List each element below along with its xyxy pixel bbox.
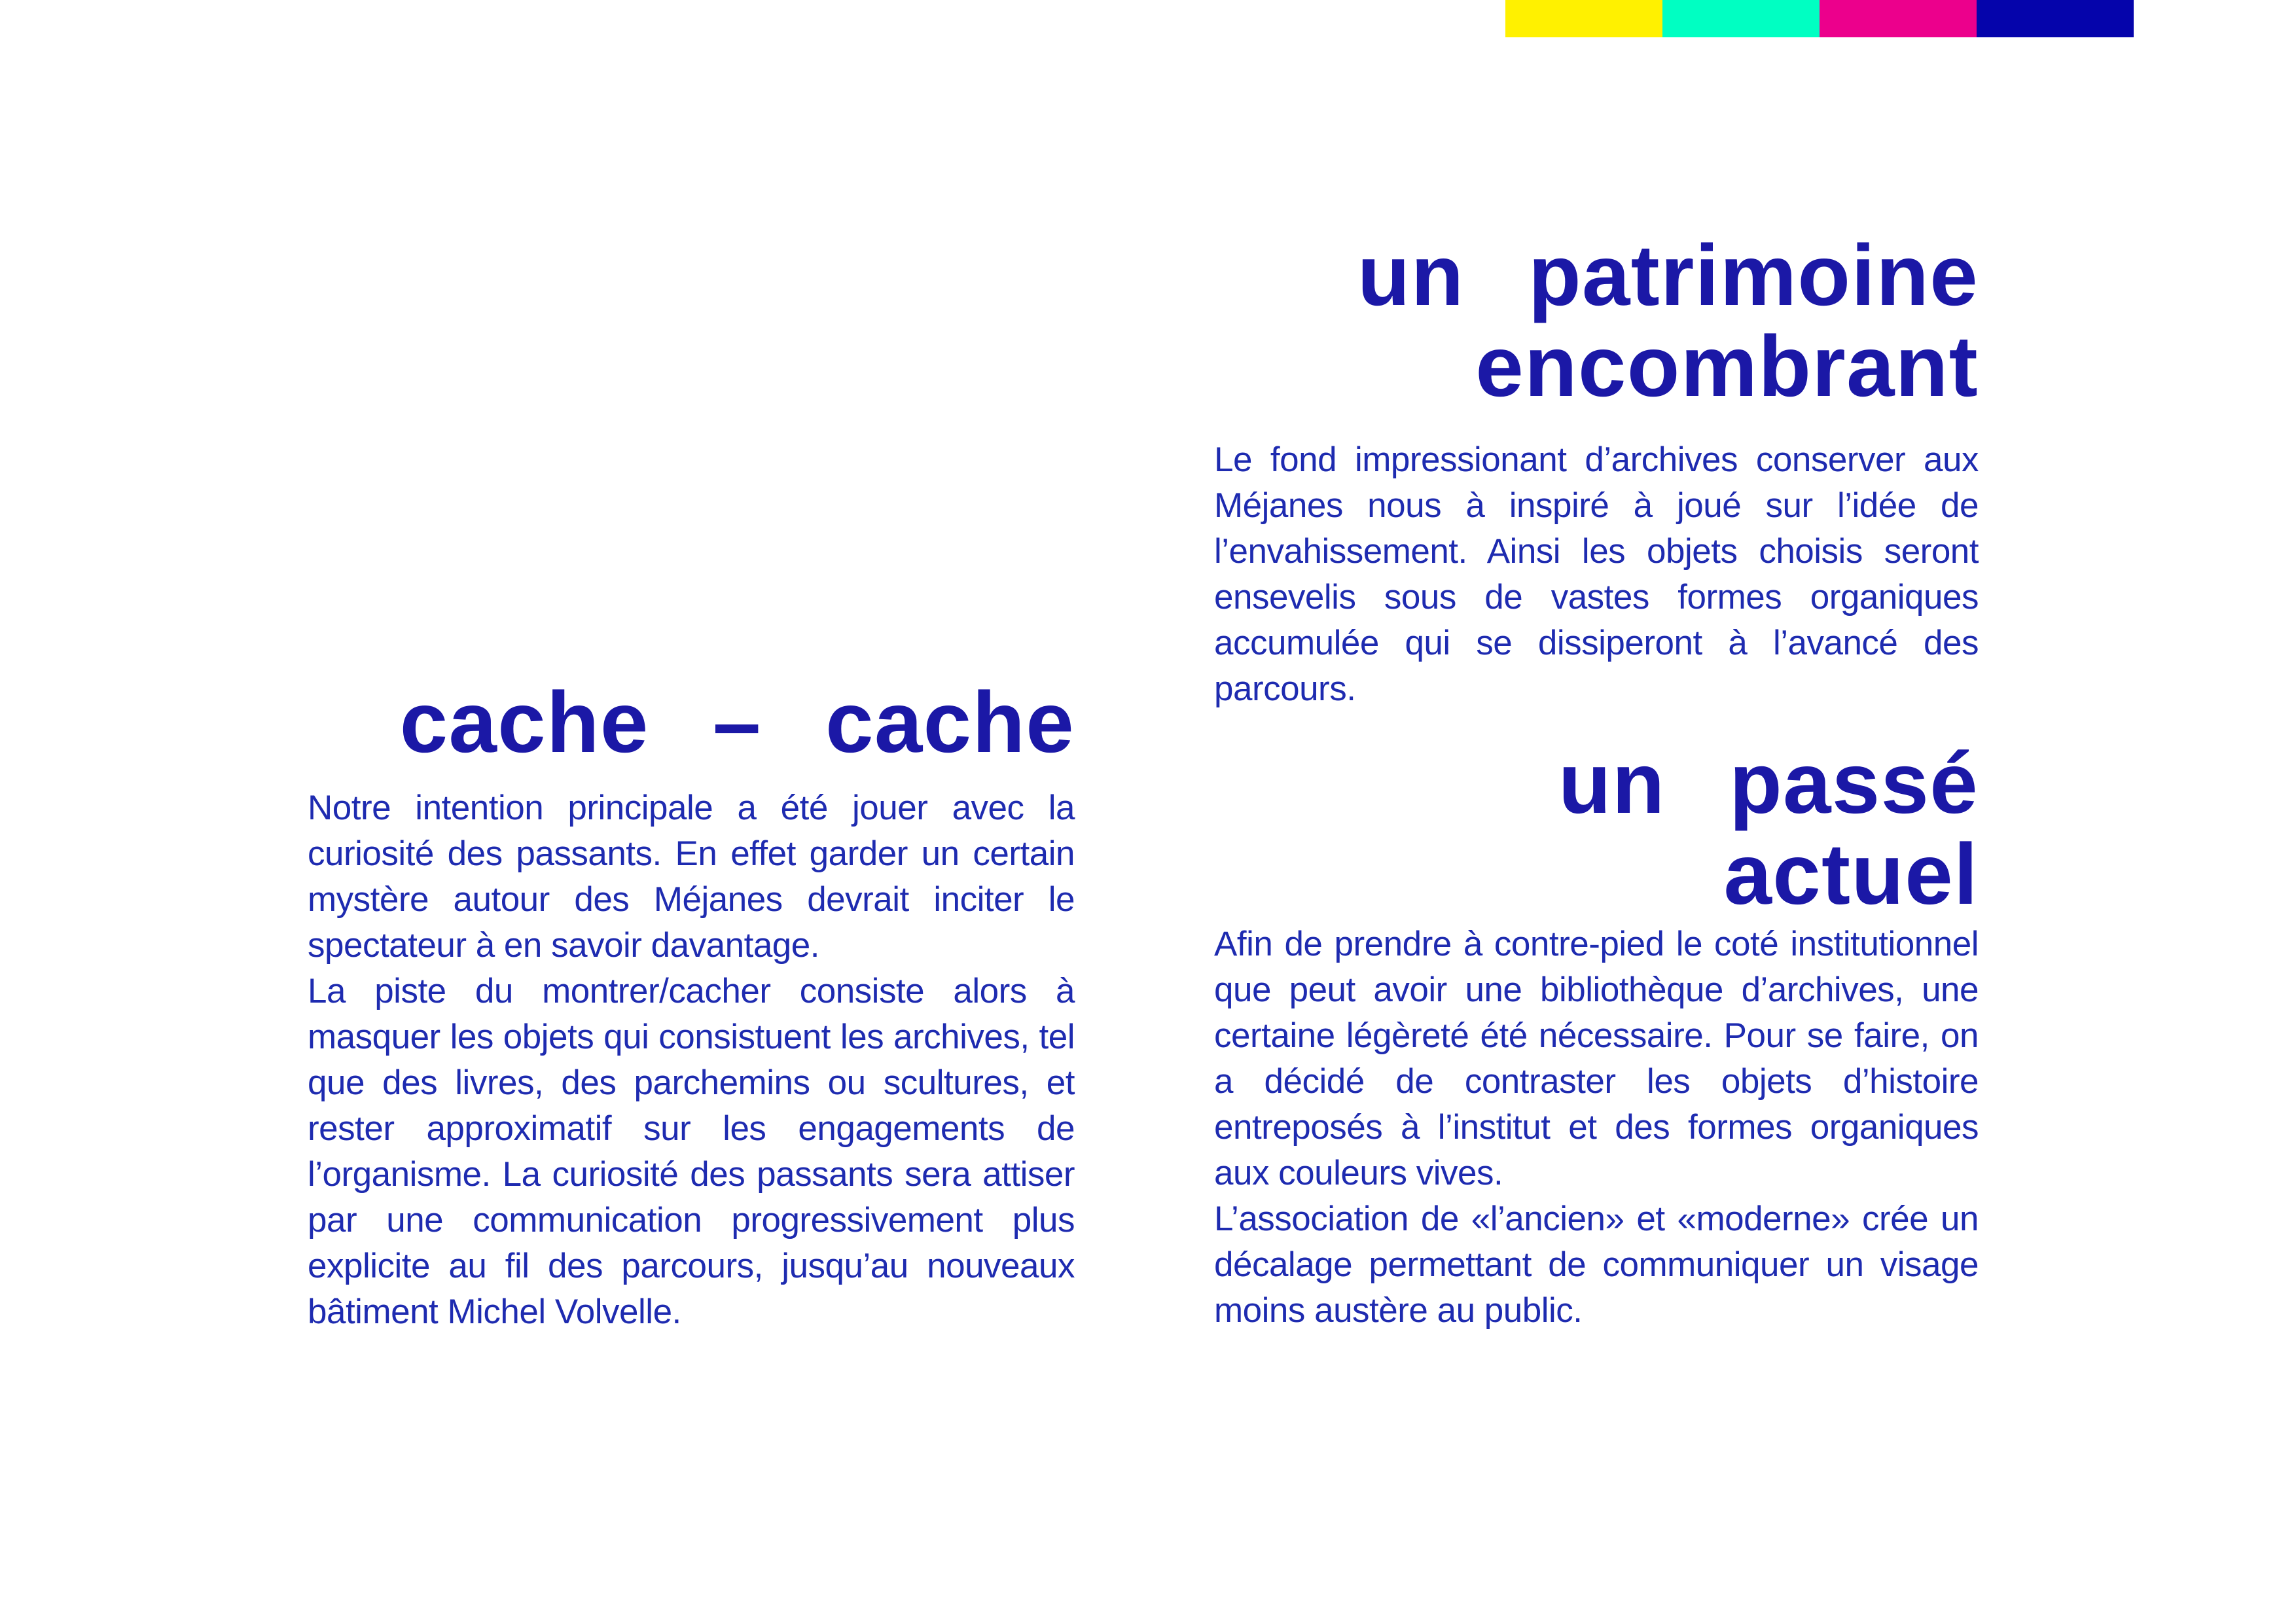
paragraph-block-patrimoine: [1214, 437, 1979, 712]
paragraph-block-passe: [1214, 921, 1979, 1334]
paragraph: Notre intention principale a été jouer avec la curiosité des passants. En effet garder un certain mystère autour des Méjanes devrait inciter le spectateur à en savoir davantage.: [308, 789, 1075, 965]
yellow-swatch: [1505, 0, 1662, 37]
heading-line: actuel: [1723, 825, 1979, 922]
teal-swatch: [1662, 0, 1820, 37]
heading-line: un passé: [1558, 735, 1979, 831]
paragraph: L’association de «l’ancien» et «moderne» crée un décalage permettant de communiquer un visage moins austère au public.: [1214, 1200, 1979, 1330]
heading-un-passe-actuel: [1214, 735, 1979, 922]
paragraph: Afin de prendre à contre-pied le coté institutionnel que peut avoir une bibliothèque d’archives, une certaine légèreté été nécessaire. Pour se faire, on a décidé de contraster les objets d’histoire entreposés à l’institut et des formes organiques aux couleurs vives.: [1214, 925, 1979, 1192]
magenta-swatch: [1820, 0, 1977, 37]
heading-line: un patrimoine: [1357, 227, 1979, 323]
heading-un-patrimoine-encombrant: [1214, 227, 1979, 414]
color-bar: [1505, 0, 2134, 37]
heading-line: encombrant: [1475, 317, 1979, 414]
paragraph: La piste du montrer/cacher consiste alors à masquer les objets qui consistuent les archives, tel que des livres, des parchemins ou scultures, et rester approximatif sur les engagements de l’organisme. La curiosité des passants sera attiser par une communication progressivement plus explicite au fil des parcours, jusqu’au nouveaux bâtiment Michel Volvelle.: [308, 972, 1075, 1331]
blue-swatch: [1977, 0, 2134, 37]
heading-cache-cache: [308, 674, 1075, 770]
paragraph: Le fond impressionant d’archives conserver aux Méjanes nous à inspiré à joué sur l’idée de l’envahissement. Ainsi les objets choisis seront ensevelis sous de vastes formes organiques accumulée qui se dissiperont à l’avancé des parcours.: [1214, 440, 1979, 708]
heading-line: cache – cache: [399, 674, 1075, 770]
paragraph-block-cache: [308, 785, 1075, 1335]
